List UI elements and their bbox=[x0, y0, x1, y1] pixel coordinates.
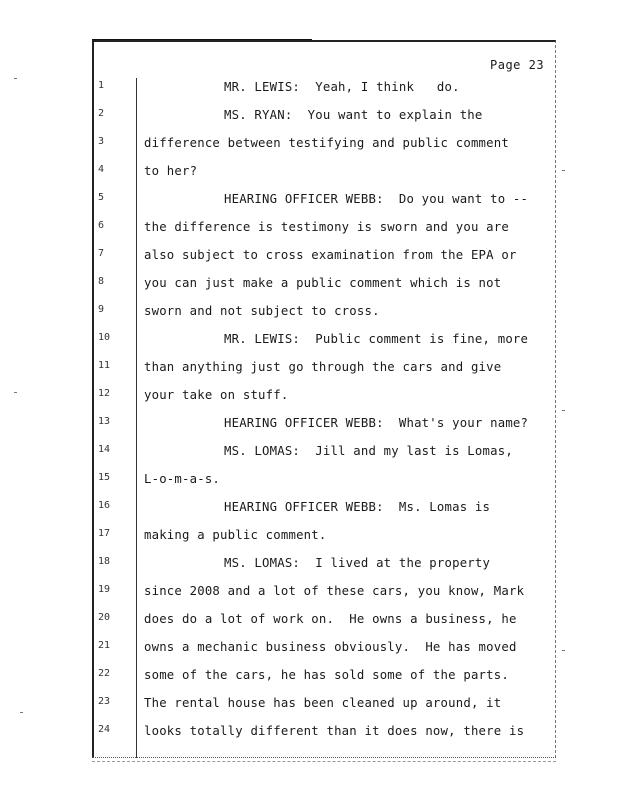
transcript-line bbox=[0, 248, 618, 268]
line-text: than anything just go through the cars and give bbox=[144, 360, 502, 374]
line-text: MS. LOMAS: I lived at the property bbox=[224, 556, 491, 570]
line-text: HEARING OFFICER WEBB: Do you want to -- bbox=[224, 192, 529, 206]
line-number: 1 bbox=[98, 80, 105, 91]
line-text: MR. LEWIS: Yeah, I think do. bbox=[224, 80, 460, 94]
line-number: 14 bbox=[98, 444, 111, 455]
transcript-line bbox=[0, 500, 618, 520]
line-text: looks totally different than it does now, there is bbox=[144, 724, 525, 738]
line-text: making a public comment. bbox=[144, 528, 327, 542]
transcript-line bbox=[0, 724, 618, 744]
line-text: L-o-m-a-s. bbox=[144, 472, 221, 486]
line-number: 17 bbox=[98, 528, 111, 539]
line-number: 5 bbox=[98, 192, 105, 203]
line-number: 22 bbox=[98, 668, 111, 679]
transcript-line bbox=[0, 444, 618, 464]
transcript-line bbox=[0, 304, 618, 324]
scan-speck bbox=[14, 78, 17, 79]
transcript-line bbox=[0, 472, 618, 492]
transcript-line bbox=[0, 556, 618, 576]
transcript-line bbox=[0, 388, 618, 408]
transcript-line bbox=[0, 276, 618, 296]
transcript-line bbox=[0, 612, 618, 632]
transcript-line bbox=[0, 668, 618, 688]
transcript-line bbox=[0, 136, 618, 156]
line-number: 7 bbox=[98, 248, 105, 259]
line-number: 13 bbox=[98, 416, 111, 427]
line-text: HEARING OFFICER WEBB: What's your name? bbox=[224, 416, 529, 430]
line-number: 6 bbox=[98, 220, 105, 231]
line-number: 11 bbox=[98, 360, 111, 371]
line-text: also subject to cross examination from the EPA or bbox=[144, 248, 517, 262]
bottom-border bbox=[92, 757, 556, 759]
line-number: 21 bbox=[98, 640, 111, 651]
line-text: to her? bbox=[144, 164, 198, 178]
line-number: 4 bbox=[98, 164, 105, 175]
transcript-line bbox=[0, 164, 618, 184]
line-text: your take on stuff. bbox=[144, 388, 289, 402]
line-text: sworn and not subject to cross. bbox=[144, 304, 380, 318]
transcript-line bbox=[0, 80, 618, 100]
line-number: 9 bbox=[98, 304, 105, 315]
transcript-line bbox=[0, 108, 618, 128]
line-text: MR. LEWIS: Public comment is fine, more bbox=[224, 332, 529, 346]
scan-noise-border bbox=[92, 761, 556, 765]
line-text: MS. LOMAS: Jill and my last is Lomas, bbox=[224, 444, 513, 458]
transcript-line bbox=[0, 360, 618, 380]
line-number: 24 bbox=[98, 724, 111, 735]
line-text: since 2008 and a lot of these cars, you know, Mark bbox=[144, 584, 525, 598]
transcript-line bbox=[0, 584, 618, 604]
page-number: Page 23 bbox=[490, 58, 545, 72]
line-text: HEARING OFFICER WEBB: Ms. Lomas is bbox=[224, 500, 491, 514]
scan-speck bbox=[562, 410, 565, 411]
line-number: 19 bbox=[98, 584, 111, 595]
transcript-line bbox=[0, 192, 618, 212]
line-number: 16 bbox=[98, 500, 111, 511]
transcript-line bbox=[0, 528, 618, 548]
line-text: difference between testifying and public comment bbox=[144, 136, 509, 150]
line-number: 10 bbox=[98, 332, 111, 343]
line-text: does do a lot of work on. He owns a business, he bbox=[144, 612, 517, 626]
line-number: 12 bbox=[98, 388, 111, 399]
transcript-line bbox=[0, 640, 618, 660]
line-number: 15 bbox=[98, 472, 111, 483]
transcript-line bbox=[0, 220, 618, 240]
transcript-line bbox=[0, 332, 618, 352]
line-number: 8 bbox=[98, 276, 105, 287]
line-text: MS. RYAN: You want to explain the bbox=[224, 108, 483, 122]
transcript-line bbox=[0, 696, 618, 716]
line-text: owns a mechanic business obviously. He has moved bbox=[144, 640, 517, 654]
line-text: the difference is testimony is sworn and you are bbox=[144, 220, 509, 234]
line-text: The rental house has been cleaned up around, it bbox=[144, 696, 502, 710]
line-number: 20 bbox=[98, 612, 111, 623]
line-number: 18 bbox=[98, 556, 111, 567]
line-number: 3 bbox=[98, 136, 105, 147]
transcript-line bbox=[0, 416, 618, 436]
line-text: you can just make a public comment which is not bbox=[144, 276, 502, 290]
line-number: 2 bbox=[98, 108, 105, 119]
line-text: some of the cars, he has sold some of the parts. bbox=[144, 668, 509, 682]
line-number: 23 bbox=[98, 696, 111, 707]
